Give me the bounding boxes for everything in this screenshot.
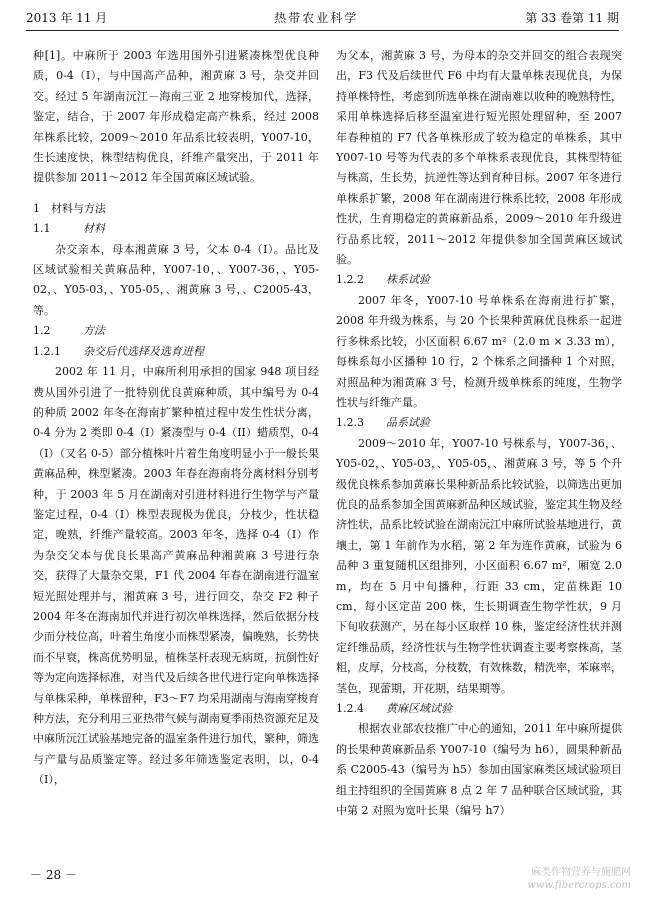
- subsubsection-number: 1.2.1: [33, 344, 61, 358]
- selection-continued-paragraph: 为父本，湘黄麻 3 号，为母本的杂交并回交的组合表现突出，F3 代及后续世代 F6 中均有大量单株表现优良，为保持单株特性，考虑到所选单株在湖南难以收种的晚熟特性，采用单株选择后移至温室进行短光照处理留种，至 2007 年春种植的 F7 代各单株形成了较为稳定的单株系，其中 Y007-10 号等为代表的多个单株系表现优良，其株型特征与株高，生长势，抗逆性等达到育种目标。2007 年冬进行单株系扩繁，2008 年在湖南进行株系比较，2008 年形成性状，生育期稳定的黄麻新品系，2009～2010 年升级进行品系比较，2011～2012 年提供参加全国黄麻区域试验。: [336, 49, 622, 267]
- subsubsection-heading-hybrid-selection: [33, 342, 319, 362]
- subsection-heading-materials: [33, 219, 319, 239]
- line-trial-paragraph: 2007 年冬，Y007-10 号单株系在海南进行扩繁，2008 年升级为株系，与 20 个长果种黄麻优良株系一起进行多株系比较，小区面积 6.67 m²（2.0 m × 3.33 m），每株系每小区播种 10 行，2 个株系之间播种 1 个对照，对照品种为湘黄麻 3 号，检测升级单株系的纯度，生物学性状与纤维产量。: [336, 293, 622, 409]
- watermark-site-name: 麻类作物营养与施肥网: [531, 867, 631, 878]
- left-column: [33, 46, 319, 791]
- subsubsection-heading-line-trial: [336, 270, 622, 290]
- strain-trial-paragraph: 2009～2010 年，Y007-10 号株系与，Y007-36，、Y05-02，、Y05-03，、Y05-05，、湘黄麻 3 号，等 5 个升级优良株系参加黄麻长果种新品系比较试验，以筛选出更加优良的品系参加全国黄麻新品种区域试验，鉴定其生物及经济性状，品系比较试验在湖南沅江中麻所试验基地进行，黄壤土，第 1 年前作为水稻，第 2 年为连作黄麻，试验为 6 品种 3 重复随机区组排列，小区面积 6.67 m²，厢宽 2.0 m，均在 5 月中旬播种，行距 33 cm，定苗株距 10 cm，每小区定苗 200 株，生长期调查生物学性状，9 月下旬收获测产，另在每小区取样 10 株，鉴定经济性状并测定纤维品质，经济性状与生物学性状调查主要考察株高，茎粗，皮厚，分枝高，分枝数，有效株数，精洗率，苯麻率，茎色，现蕾期，开花期，结果期等。: [336, 436, 622, 695]
- watermark-url: www.fibercrops.com: [527, 880, 631, 891]
- subsubsection-heading-regional-trial: [336, 699, 622, 719]
- subsubsection-number: 1.2.3: [336, 416, 364, 430]
- intro-paragraph-end: 种[1]。中麻所于 2003 年选用国外引进紧凑株型优良种质，0-4（I），与中国高产品种，湘黄麻 3 号，杂交并回交。经过 5 年湖南沅江－海南三亚 2 地穿梭加代，选择，鉴定，结合，于 2007 年形成稳定高产株系，经过 2008 年株系比较，2009～2010 年品系比较表明，Y007-10，生长速度快，株型结构优良，纤维产量突出，于 2011 年提供参加 2011～2012 年全国黄麻区域试验。: [33, 49, 319, 185]
- subsubsection-title: 品系试验: [386, 416, 430, 430]
- subsubsection-title: 株系试验: [386, 273, 430, 287]
- journal-title: 热带农业科学: [274, 10, 359, 25]
- subsection-heading-methods: [33, 321, 319, 341]
- section-heading-materials-methods: 1 材料与方法: [33, 201, 106, 215]
- subsection-title: 材料: [83, 222, 105, 236]
- issue-date: 2013 年 11 月: [26, 10, 108, 25]
- page-number: － 28 －: [30, 868, 77, 882]
- running-header: [26, 6, 619, 28]
- subsubsection-number: 1.2.4: [336, 702, 364, 715]
- regional-trial-paragraph: 根据农业部农技推广中心的通知，2011 年中麻所提供的长果种黄麻新品系 Y007-10（编号为 h6），圆果种新品系 C2005-43（编号为 h5）参加由国家麻类区域试验项目组主持组织的全国黄麻 8 点 2 年 7 品种联合区域试验，其中第 2 对照为宽叶长果（编号 h7）: [336, 722, 622, 818]
- header-rule: [26, 30, 619, 31]
- site-watermark: [527, 866, 631, 892]
- materials-paragraph: 杂交亲本，母本湘黄麻 3 号，父本 0-4（I）。品比及区域试验相关黄麻品种，Y007-10，、Y007-36，、Y05-02，、Y05-03，、Y05-05，、湘黄麻 3 号，、C2005-43，等。: [33, 242, 319, 317]
- subsection-number: 1.1: [33, 222, 51, 236]
- subsubsection-heading-strain-trial: [336, 413, 622, 433]
- subsubsection-title: 黄麻区域试验: [386, 702, 452, 715]
- right-column: [336, 46, 622, 821]
- subsection-title: 方法: [83, 324, 105, 338]
- subsubsection-number: 1.2.2: [336, 273, 364, 287]
- volume-issue: 第 33 卷第 11 期: [525, 10, 619, 25]
- subsubsection-title: 杂交后代选择及选育进程: [83, 344, 204, 358]
- hybrid-selection-paragraph: 2002 年 11 月，中麻所利用承担的国家 948 项目经费从国外引进了一批特别优良黄麻种质，其中编号为 0-4 的种质 2002 年冬在海南扩繁种植过程中发生性状分离，0-4 分为 2 类即 0-4（I）紧凑型与 0-4（II）蜡质型，0-4（I）（又名 0-5）部分植株叶片着生角度明显小于一般长果黄麻品种，株型紧凑。2003 年春在海南将分离材料分别考种，于 2003 年 5 月在湖南对引进材料进行生物学与产量鉴定过程，0-4（I）株型表现极为优良，分枝少，性状稳定，晚熟，纤维产量较高。2003 年冬，选择 0-4（I）作为杂交父本与优良长果高产黄麻品种湘黄麻 3 号进行杂交，获得了大量杂交果，F1 代 2004 年春在湖南进行温室短光照处理并与，湘黄麻 3 号，进行回交，杂交 F2 种子 2004 年冬在海南加代并进行初次单株选择，然后依据分枝少而分枝位高，叶着生角度小而株型紧凑，偏晚熟，长势快而不早衰，株高优势明显，植株茎杆表现无病斑，抗倒性好等为定向选择标准，对当代及后续各世代进行定向单株选择与单株采种，单株留种，F3～F7 均采用湖南与海南穿梭育种方法，充分利用三亚热带气候与湖南夏季雨热资源充足及中麻所沅江试验基地完备的温室条件进行加代，繁种，筛选与产量与品质鉴定等。经过多年筛选鉴定表明，以，0-4（I），: [33, 365, 319, 787]
- subsection-number: 1.2: [33, 324, 51, 338]
